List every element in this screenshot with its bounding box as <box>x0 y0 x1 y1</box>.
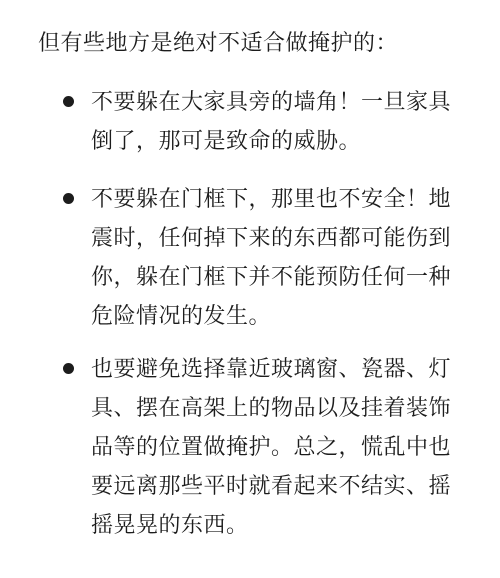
bullet-dot-icon <box>63 96 74 107</box>
list-item-text: 不要躲在大家具旁的墙角！一旦家具倒了，那可是致命的威胁。 <box>91 90 452 154</box>
list-item-text: 也要避免选择靠近玻璃窗、瓷器、灯具、摆在高架上的物品以及挂着装饰品等的位置做掩护。总之，慌乱中也要远离那些平时就看起来不结实、摇摇晃晃的东西。 <box>91 357 452 538</box>
intro-text: 但有些地方是绝对不适合做掩护的： <box>38 31 399 56</box>
bullet-dot-icon <box>63 193 74 204</box>
list-item-text: 不要躲在门框下，那里也不安全！地震时，任何掉下来的东西都可能伤到你，躲在门框下并不能预防任何一种危险情况的发生。 <box>91 187 452 329</box>
bullet-dot-icon <box>63 363 74 374</box>
